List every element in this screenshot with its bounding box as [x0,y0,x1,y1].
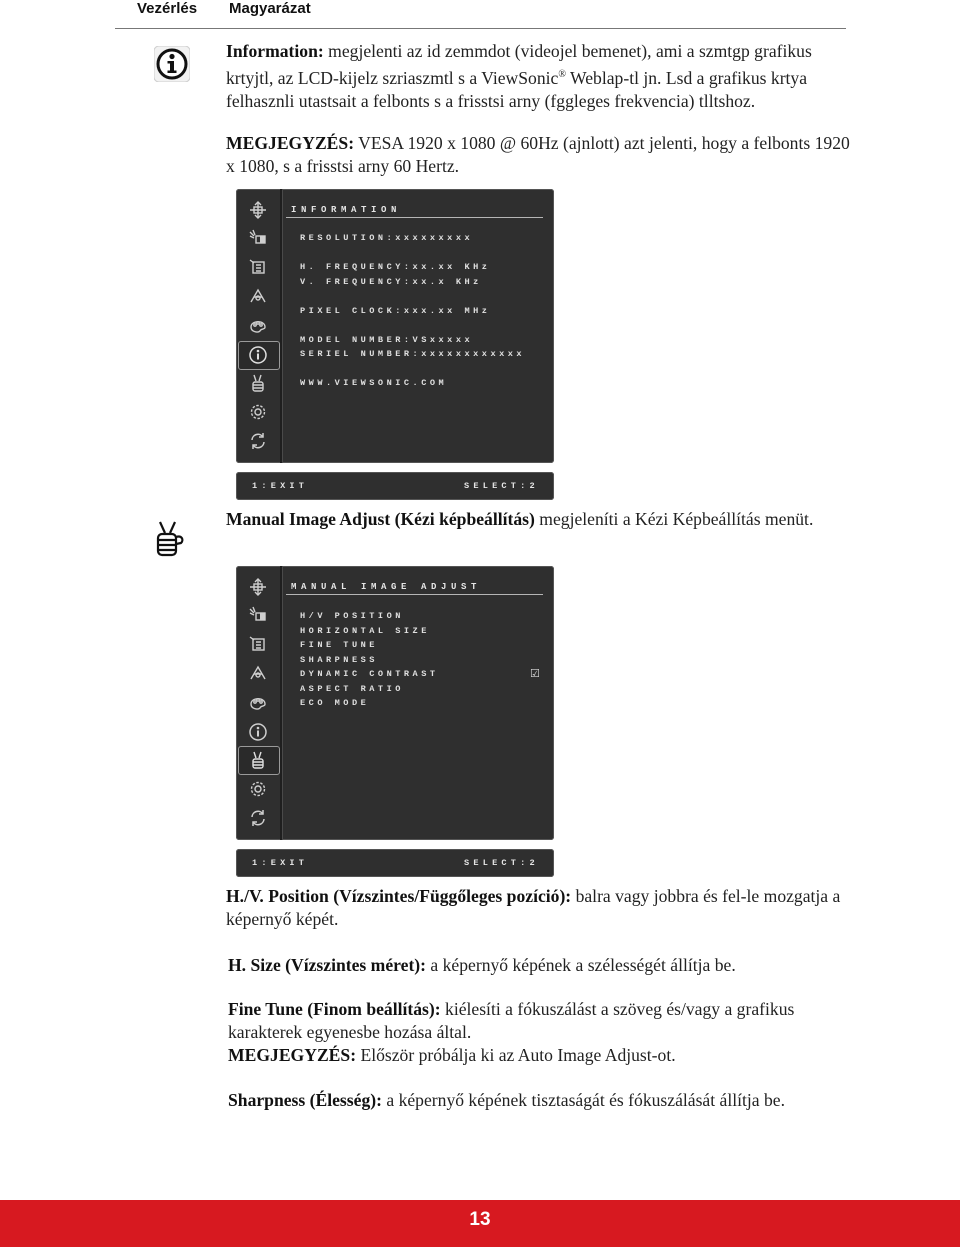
manual-image-adjust-paragraph [226,508,851,531]
osd-item-hv-position: H/V POSITION [300,611,404,621]
h-size-description [228,954,853,977]
brightness-contrast-icon [248,605,268,625]
osd-divider [280,566,282,840]
osd-manual-title: MANUAL IMAGE ADJUST [291,582,482,592]
osd-select-label: SELECT:2 [464,858,539,868]
hv-position-label: H./V. Position (Vízszintes/Függőleges pozíció): [226,886,572,906]
osd-serial-number: SERIEL NUMBER:xxxxxxxxxxxx [300,349,526,359]
memory-recall-icon [248,808,268,828]
osd-manual-footer [236,849,554,877]
hv-position-text: balra vagy jobbra és fel-le mozgatja a képernyő képét. [226,886,841,929]
color-adjust-icon [248,315,268,335]
manual-image-adjust-text: megjeleníti a Kézi Képbeállítás menüt. [534,509,814,529]
osd-select-label: SELECT:2 [464,481,539,491]
osd-title-rule [286,217,543,218]
column-header-explanation: Magyarázat [229,0,311,17]
osd-divider [280,189,282,463]
manual-image-adjust-icon [248,750,268,770]
information-text-a: megjelenti az id zemmdot (videojel bemenet), ami a szmtgp grafikus krtyjtl, az LCD-kijelz szriaszmtl s a ViewSonic [226,41,812,88]
information-icon [248,722,268,742]
osd-h-frequency: H. FREQUENCY:xx.xx KHz [300,262,491,272]
fine-tune-note-label: MEGJEGYZÉS: [228,1045,357,1065]
fine-tune-label: Fine Tune (Finom beállítás): [228,999,441,1019]
information-text-b: Weblap-tl jn. Lsd a grafikus krtya felhasznli utastsait a felbonts s a frisstsi arny (fggleges frekvencia) tlltshoz. [226,67,808,111]
osd-title-rule [286,594,543,595]
h-size-label: H. Size (Vízszintes méret): [228,955,427,975]
view-mode-icon [248,286,268,306]
color-adjust-icon [248,692,268,712]
osd-exit-label: 1:EXIT [252,858,309,868]
h-size-text: a képernyő képének a szélességét állítja be. [426,955,736,975]
setup-menu-icon [248,402,268,422]
column-header-control: Vezérlés [137,0,198,17]
osd-menu-sidebar [236,189,280,463]
osd-item-horizontal-size: HORIZONTAL SIZE [300,626,430,636]
osd-model-number: MODEL NUMBER:VSxxxxx [300,335,474,345]
osd-item-sharpness: SHARPNESS [300,655,378,665]
audio-adjust-icon [248,257,268,277]
osd-resolution: RESOLUTION:xxxxxxxxx [300,233,474,243]
view-mode-icon [248,663,268,683]
manual-image-adjust-label: Manual Image Adjust (Kézi képbeállítás) [226,509,535,529]
fine-tune-note-text: Először próbálja ki az Auto Image Adjust-ot. [356,1045,676,1065]
sharpness-text: a képernyő képének tisztaságát és fókuszálását állítja be. [381,1090,785,1110]
input-source-icon [248,200,268,220]
osd-manual-image-adjust-menu [236,566,554,840]
registered-mark: ® [558,69,566,80]
fine-tune-description [228,998,853,1044]
hv-position-description [226,885,851,931]
fine-tune-note [228,1044,853,1067]
header-rule [115,28,846,29]
dynamic-contrast-checkbox: ☑ [530,667,540,680]
osd-information-menu [236,189,554,463]
page-number: 13 [469,1209,491,1230]
note-text: VESA 1920 x 1080 @ 60Hz (ajnlott) azt jelenti, hogy a felbonts 1920 x 1080, s a frisstsi arny 60 Hertz. [226,133,850,176]
setup-menu-icon [248,779,268,799]
hand-adjust-icon [154,520,188,558]
osd-item-fine-tune: FINE TUNE [300,640,378,650]
osd-exit-label: 1:EXIT [252,481,309,491]
input-source-icon [248,577,268,597]
osd-pixel-clock: PIXEL CLOCK:xxx.xx MHz [300,306,491,316]
osd-item-dynamic-contrast: DYNAMIC CONTRAST [300,669,439,679]
osd-item-aspect-ratio: ASPECT RATIO [300,684,404,694]
osd-menu-sidebar [236,566,280,840]
osd-item-eco-mode: ECO MODE [300,698,370,708]
manual-image-adjust-icon [248,373,268,393]
memory-recall-icon [248,431,268,451]
fine-tune-text: kiélesíti a fókuszálást a szöveg és/vagy a grafikus karakterek egyenesbe hozása által. [228,999,795,1042]
information-paragraph [226,40,851,113]
osd-v-frequency: V. FREQUENCY:xx.x KHz [300,277,482,287]
osd-information-title: INFORMATION [291,205,402,215]
sharpness-label: Sharpness (Élesség): [228,1090,382,1110]
osd-information-footer [236,472,554,500]
resolution-note [226,132,851,178]
information-icon [248,345,268,365]
osd-website: WWW.VIEWSONIC.COM [300,378,448,388]
sharpness-description [228,1089,853,1112]
information-label: Information: [226,41,324,61]
audio-adjust-icon [248,634,268,654]
brightness-contrast-icon [248,228,268,248]
information-circle-icon [154,46,190,82]
page-footer-bar [0,1200,960,1247]
note-label: MEGJEGYZÉS: [226,133,355,153]
